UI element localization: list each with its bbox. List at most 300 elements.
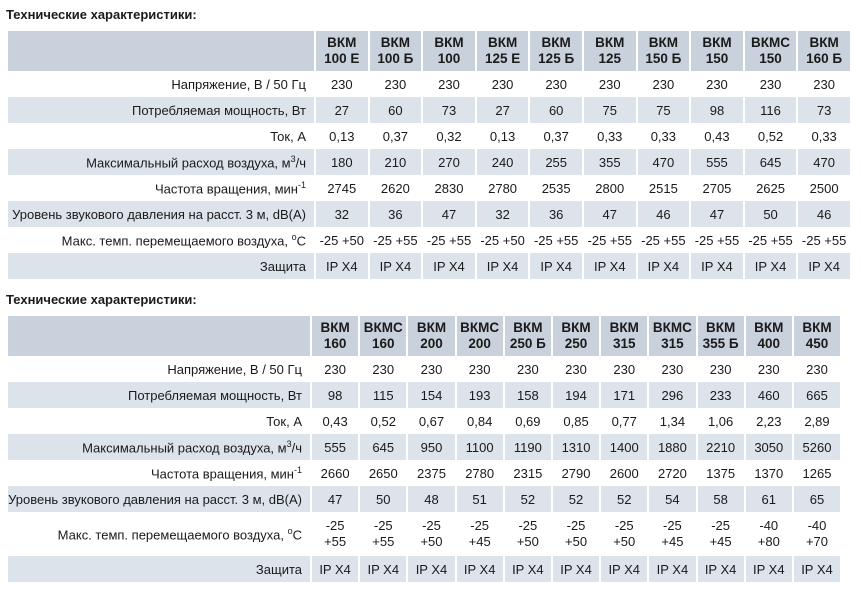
table-cell: 210 xyxy=(370,149,422,175)
table-cell: 52 xyxy=(553,486,599,512)
table-cell: 255 xyxy=(530,149,582,175)
model-series: ВКМ xyxy=(595,35,625,50)
table-row xyxy=(8,486,840,512)
row-label xyxy=(8,512,310,556)
table-cell: 0,52 xyxy=(360,408,406,434)
model-series: ВКМ xyxy=(327,35,357,50)
row-label xyxy=(8,408,310,434)
row-label-text: Максимальный расход воздуха, м xyxy=(82,440,287,456)
row-label-unit-exponent: 3 xyxy=(286,438,292,449)
table-row xyxy=(8,356,840,382)
table-cell: 2790 xyxy=(553,460,599,486)
table-cell: 555 xyxy=(691,149,743,175)
table-cell: 51 xyxy=(457,486,503,512)
model-series: ВКМС xyxy=(363,320,403,335)
table-cell: 0,37 xyxy=(370,123,422,149)
cell-line: +55 xyxy=(324,534,347,549)
model-series: ВКМ xyxy=(648,35,678,50)
table-cell: 2375 xyxy=(408,460,454,486)
model-size: 100 Б xyxy=(377,51,414,66)
column-header xyxy=(423,31,475,71)
column-header xyxy=(601,316,647,356)
model-series: ВКМ xyxy=(380,35,411,50)
table-cell xyxy=(698,512,744,556)
cell-line: +50 xyxy=(516,534,539,549)
table-cell: 230 xyxy=(649,356,695,382)
table-cell xyxy=(408,512,454,556)
table-cell: 0,52 xyxy=(745,123,797,149)
model-size: 160 xyxy=(323,336,347,351)
table-cell: 2780 xyxy=(457,460,503,486)
table-cell: 98 xyxy=(312,382,358,408)
table-cell: IP X4 xyxy=(584,253,636,279)
cell-line: -25 xyxy=(373,518,393,533)
cell-line: +70 xyxy=(805,534,828,549)
table-cell: 2625 xyxy=(745,175,797,201)
table-cell: 47 xyxy=(691,201,743,227)
table-row xyxy=(8,382,840,408)
table-row xyxy=(8,175,850,201)
table-cell: 0,13 xyxy=(477,123,529,149)
table-cell: 2515 xyxy=(638,175,690,201)
model-series: ВКМ xyxy=(487,35,518,50)
table-cell: 0,85 xyxy=(553,408,599,434)
row-label-text: Защита xyxy=(255,561,302,577)
table-cell: IP X4 xyxy=(408,556,454,582)
table-cell xyxy=(601,512,647,556)
row-label-text: Защита xyxy=(259,258,306,274)
table-cell: 1310 xyxy=(553,434,599,460)
table-cell: 171 xyxy=(601,382,647,408)
table-cell: -25 +55 xyxy=(745,227,797,253)
table-cell: 46 xyxy=(798,201,850,227)
model-size: 160 xyxy=(372,336,395,351)
model-size: 150 Б xyxy=(645,51,682,66)
cell-line: +45 xyxy=(661,534,684,549)
table-cell: 60 xyxy=(370,97,422,123)
table-cell: 230 xyxy=(360,356,406,382)
table-cell: 73 xyxy=(798,97,850,123)
table-cell: 230 xyxy=(794,356,840,382)
table-row xyxy=(8,97,850,123)
table-cell: 73 xyxy=(423,97,475,123)
table-cell: -25 +55 xyxy=(530,227,582,253)
model-series: ВКМ xyxy=(541,35,571,50)
table-cell: 2705 xyxy=(691,175,743,201)
table-cell: 240 xyxy=(477,149,529,175)
column-header xyxy=(360,316,406,356)
model-size: 450 xyxy=(805,336,829,351)
column-header xyxy=(370,31,422,71)
table-row xyxy=(8,512,840,556)
cell-line: +45 xyxy=(468,534,491,549)
table-cell: -25 +50 xyxy=(477,227,529,253)
table-cell: 0,37 xyxy=(530,123,582,149)
table-cell: 2315 xyxy=(505,460,551,486)
table-row xyxy=(8,71,850,97)
table-cell: 270 xyxy=(423,149,475,175)
table-cell: 0,77 xyxy=(601,408,647,434)
table-cell: IP X4 xyxy=(698,556,744,582)
row-label-unit-exponent: о xyxy=(287,525,293,536)
row-label xyxy=(8,460,310,486)
cell-line: -40 xyxy=(759,518,779,533)
model-series: ВКМ xyxy=(513,320,543,335)
model-size: 150 xyxy=(705,51,729,66)
model-size: 125 xyxy=(598,51,622,66)
row-label xyxy=(8,486,310,512)
table-row xyxy=(8,227,850,253)
row-label-text: Частота вращения, мин xyxy=(154,181,298,197)
table-cell: 0,69 xyxy=(505,408,551,434)
table-cell: 54 xyxy=(649,486,695,512)
table-cell: IP X4 xyxy=(649,556,695,582)
table-cell: 1375 xyxy=(698,460,744,486)
table-cell: 27 xyxy=(316,97,368,123)
table-cell: -25 +55 xyxy=(638,227,690,253)
table-cell: 2210 xyxy=(698,434,744,460)
table-cell: 116 xyxy=(745,97,797,123)
model-series: ВКМС xyxy=(460,320,500,335)
model-series: ВКМ xyxy=(754,320,784,335)
table-cell: 645 xyxy=(745,149,797,175)
table-cell: 470 xyxy=(638,149,690,175)
table-cell: IP X4 xyxy=(746,556,792,582)
table-cell: 0,33 xyxy=(798,123,850,149)
row-label xyxy=(8,434,310,460)
model-series: ВКМ xyxy=(416,320,447,335)
model-size: 315 xyxy=(661,336,684,351)
cell-line: +50 xyxy=(613,534,636,549)
table-cell: 665 xyxy=(794,382,840,408)
table-cell: 2800 xyxy=(584,175,636,201)
row-label xyxy=(8,227,314,253)
table-cell: 230 xyxy=(746,356,792,382)
table-cell: 230 xyxy=(505,356,551,382)
table-cell: 2500 xyxy=(798,175,850,201)
row-label xyxy=(8,175,314,201)
table-cell: 52 xyxy=(601,486,647,512)
table-cell: 2650 xyxy=(360,460,406,486)
table-cell: 230 xyxy=(370,71,422,97)
column-header xyxy=(457,316,503,356)
table-cell: 230 xyxy=(691,71,743,97)
table-cell: 48 xyxy=(408,486,454,512)
model-size: 160 Б xyxy=(806,51,843,66)
cell-line: -25 xyxy=(470,518,490,533)
column-header xyxy=(691,31,743,71)
table-cell: 61 xyxy=(746,486,792,512)
table-cell: IP X4 xyxy=(638,253,690,279)
table-cell: 27 xyxy=(477,97,529,123)
table-cell: 555 xyxy=(312,434,358,460)
model-size: 150 xyxy=(759,51,782,66)
model-size: 400 xyxy=(757,336,781,351)
model-series: ВКМ xyxy=(705,320,736,335)
table-cell xyxy=(649,512,695,556)
table-cell: 47 xyxy=(584,201,636,227)
row-label-unit-exponent: о xyxy=(291,231,297,242)
table-cell: 230 xyxy=(477,71,529,97)
column-header xyxy=(584,31,636,71)
column-header xyxy=(530,31,582,71)
table-cell: 75 xyxy=(638,97,690,123)
table-row xyxy=(8,201,850,227)
table-cell: 60 xyxy=(530,97,582,123)
cell-line: -25 xyxy=(518,518,538,533)
table-cell: 193 xyxy=(457,382,503,408)
header-corner xyxy=(8,31,314,71)
table-cell: 470 xyxy=(798,149,850,175)
model-size: 250 Б xyxy=(509,336,546,351)
row-label-unit-exponent: 3 xyxy=(290,153,296,164)
table-cell: 50 xyxy=(745,201,797,227)
header-corner xyxy=(8,316,310,356)
cell-line: +50 xyxy=(420,534,443,549)
header-row xyxy=(8,31,850,71)
table-cell: 2660 xyxy=(312,460,358,486)
model-series: ВКМ xyxy=(702,35,732,50)
column-header xyxy=(477,31,529,71)
model-series: ВКМС xyxy=(652,320,692,335)
column-header xyxy=(798,31,850,71)
column-header xyxy=(745,31,797,71)
table-row xyxy=(8,123,850,149)
column-header xyxy=(746,316,792,356)
row-label-text: Напряжение, В / 50 Гц xyxy=(167,361,302,377)
table-cell: 2745 xyxy=(316,175,368,201)
table-cell: -25 +55 xyxy=(370,227,422,253)
table-cell: -25 +55 xyxy=(423,227,475,253)
table-cell: IP X4 xyxy=(530,253,582,279)
table-cell: IP X4 xyxy=(316,253,368,279)
table-cell: 115 xyxy=(360,382,406,408)
table-cell: IP X4 xyxy=(312,556,358,582)
cell-line: -25 xyxy=(566,518,586,533)
table-cell: 230 xyxy=(312,356,358,382)
table-cell: 0,33 xyxy=(638,123,690,149)
table-cell: 36 xyxy=(530,201,582,227)
model-size: 200 xyxy=(420,336,443,351)
table-cell: 296 xyxy=(649,382,695,408)
column-header xyxy=(312,316,358,356)
row-label xyxy=(8,71,314,97)
table-cell: 230 xyxy=(584,71,636,97)
table-cell: 230 xyxy=(798,71,850,97)
table-cell: 230 xyxy=(601,356,647,382)
model-size: 315 xyxy=(612,336,636,351)
table-cell: 194 xyxy=(553,382,599,408)
column-header xyxy=(638,31,690,71)
table-cell: IP X4 xyxy=(423,253,475,279)
model-size: 200 xyxy=(468,336,491,351)
table-cell: 355 xyxy=(584,149,636,175)
cell-line: +55 xyxy=(372,534,395,549)
table-row xyxy=(8,556,840,582)
table-cell: 47 xyxy=(423,201,475,227)
column-header xyxy=(553,316,599,356)
table-cell: 36 xyxy=(370,201,422,227)
table-cell: 230 xyxy=(530,71,582,97)
column-header xyxy=(505,316,551,356)
model-size: 100 Е xyxy=(324,51,360,66)
table-cell: IP X4 xyxy=(370,253,422,279)
cell-line: -25 xyxy=(422,518,441,533)
model-series: ВКМ xyxy=(561,320,591,335)
table-row xyxy=(8,408,840,434)
row-label xyxy=(8,149,314,175)
model-series: ВКМ xyxy=(609,320,639,335)
model-series: ВКМ xyxy=(802,320,832,335)
row-label-unit-exponent: -1 xyxy=(293,464,302,475)
row-label xyxy=(8,97,314,123)
table-cell xyxy=(360,512,406,556)
table-cell: -25 +55 xyxy=(584,227,636,253)
column-header xyxy=(698,316,744,356)
table-cell: -25 +55 xyxy=(691,227,743,253)
row-label-text: Ток, А xyxy=(266,413,302,429)
table-cell: 98 xyxy=(691,97,743,123)
table-cell: 2,89 xyxy=(794,408,840,434)
model-size: 100 xyxy=(437,51,461,66)
row-label-unit: С xyxy=(292,527,302,543)
table-cell: 1100 xyxy=(457,434,503,460)
table-cell: 0,13 xyxy=(316,123,368,149)
table-cell: 154 xyxy=(408,382,454,408)
table-cell xyxy=(746,512,792,556)
row-label xyxy=(8,201,314,227)
table-cell: 58 xyxy=(698,486,744,512)
table-cell: 2620 xyxy=(370,175,422,201)
table-cell: 0,33 xyxy=(584,123,636,149)
table-cell xyxy=(312,512,358,556)
section-title-2: Технические характеристики: xyxy=(6,292,197,307)
model-size: 355 Б xyxy=(702,336,739,351)
table-cell: IP X4 xyxy=(477,253,529,279)
table-cell: 645 xyxy=(360,434,406,460)
table-cell: IP X4 xyxy=(505,556,551,582)
table-cell: IP X4 xyxy=(691,253,743,279)
table-cell: 1,34 xyxy=(649,408,695,434)
model-size: 125 Е xyxy=(484,51,521,66)
row-label-text: Максимальный расход воздуха, м xyxy=(86,155,291,171)
row-label xyxy=(8,556,310,582)
row-label-text: Частота вращения, мин xyxy=(150,466,294,482)
model-series: ВКМС xyxy=(751,35,791,50)
table-cell: 180 xyxy=(316,149,368,175)
table-cell: IP X4 xyxy=(553,556,599,582)
table-cell: 460 xyxy=(746,382,792,408)
table-cell: IP X4 xyxy=(745,253,797,279)
table-cell: 2830 xyxy=(423,175,475,201)
table-cell: 32 xyxy=(316,201,368,227)
row-label-text: Потребляемая мощность, Вт xyxy=(127,387,302,403)
row-label-text: Макс. темп. перемещаемого воздуха, xyxy=(61,233,292,249)
table-cell: IP X4 xyxy=(798,253,850,279)
cell-line: -25 xyxy=(711,518,730,533)
cell-line: +80 xyxy=(757,534,780,549)
table-cell: 230 xyxy=(745,71,797,97)
table-cell xyxy=(505,512,551,556)
row-label xyxy=(8,356,310,382)
row-label xyxy=(8,382,310,408)
column-header xyxy=(316,31,368,71)
table-cell: 2600 xyxy=(601,460,647,486)
table-cell: IP X4 xyxy=(794,556,840,582)
table-row xyxy=(8,460,840,486)
table-cell: 233 xyxy=(698,382,744,408)
table-cell: 2720 xyxy=(649,460,695,486)
table-cell: 0,32 xyxy=(423,123,475,149)
table-cell: 1370 xyxy=(746,460,792,486)
table-cell: 65 xyxy=(794,486,840,512)
cell-line: -25 xyxy=(325,518,345,533)
table-cell xyxy=(794,512,840,556)
table-row xyxy=(8,253,850,279)
table-cell: 230 xyxy=(423,71,475,97)
table-cell: 230 xyxy=(638,71,690,97)
row-label xyxy=(8,253,314,279)
table-cell: 1190 xyxy=(505,434,551,460)
table-cell: 2535 xyxy=(530,175,582,201)
table-cell: 0,43 xyxy=(312,408,358,434)
row-label-unit: С xyxy=(296,233,306,249)
row-label-text: Ток, А xyxy=(270,128,306,144)
table-cell: IP X4 xyxy=(601,556,647,582)
table-cell: 0,67 xyxy=(408,408,454,434)
table-cell: IP X4 xyxy=(360,556,406,582)
table-row xyxy=(8,434,840,460)
table-cell: 50 xyxy=(360,486,406,512)
table-cell: 46 xyxy=(638,201,690,227)
table-cell: 3050 xyxy=(746,434,792,460)
specs-table-2 xyxy=(6,316,842,582)
row-label-unit-exponent: -1 xyxy=(297,179,306,190)
table-cell: 158 xyxy=(505,382,551,408)
cell-line: -40 xyxy=(807,518,827,533)
section-title-1: Технические характеристики: xyxy=(6,7,197,22)
table-cell: 230 xyxy=(553,356,599,382)
table-cell: 230 xyxy=(698,356,744,382)
table-cell: 1400 xyxy=(601,434,647,460)
table-cell: 230 xyxy=(408,356,454,382)
table-cell: 5260 xyxy=(794,434,840,460)
table-cell: 75 xyxy=(584,97,636,123)
row-label-text: Макс. темп. перемещаемого воздуха, xyxy=(57,527,288,543)
table-cell: 950 xyxy=(408,434,454,460)
table-cell: 2780 xyxy=(477,175,529,201)
model-series: ВКМ xyxy=(434,35,464,50)
table-cell: 0,84 xyxy=(457,408,503,434)
table-cell: IP X4 xyxy=(457,556,503,582)
table-row xyxy=(8,149,850,175)
model-series: ВКМ xyxy=(320,320,350,335)
row-label-text: Потребляемая мощность, Вт xyxy=(131,102,306,118)
model-series: ВКМ xyxy=(809,35,839,50)
table-cell: 1265 xyxy=(794,460,840,486)
table-cell: 1880 xyxy=(649,434,695,460)
table-cell: -25 +55 xyxy=(798,227,850,253)
table-cell: 230 xyxy=(316,71,368,97)
model-size: 125 Б xyxy=(538,51,575,66)
cell-line: +50 xyxy=(565,534,588,549)
specs-table-1 xyxy=(6,31,852,279)
cell-line: +45 xyxy=(709,534,732,549)
table-cell: 2,23 xyxy=(746,408,792,434)
table-cell: 32 xyxy=(477,201,529,227)
cell-line: -25 xyxy=(663,518,682,533)
row-label-text: Напряжение, В / 50 Гц xyxy=(171,76,306,92)
